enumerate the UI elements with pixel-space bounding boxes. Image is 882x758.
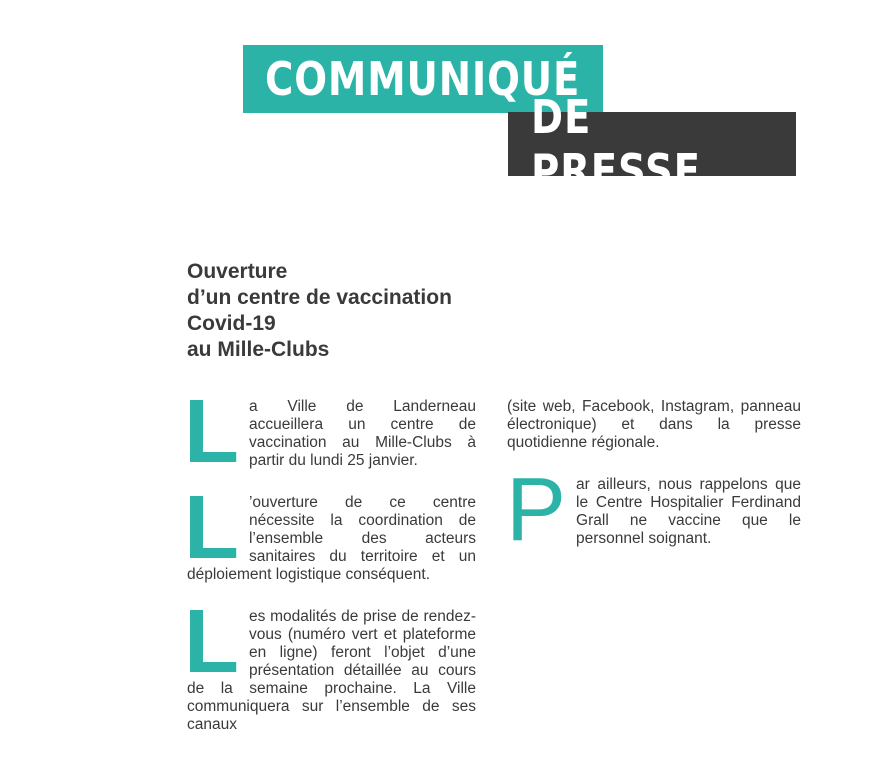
body-column-left	[184, 382, 476, 758]
paragraph-4	[506, 460, 801, 560]
drop-cap: L	[184, 592, 239, 692]
body-column-right	[507, 398, 801, 572]
paragraph-text: a Ville de Landerneau accueillera un centre de vaccination au Mille-Clubs à partir du lundi 25 janvier.	[248, 398, 476, 469]
paragraph-2	[184, 478, 476, 584]
headline-line-3: Covid-19	[187, 312, 276, 335]
banner-de-presse	[508, 90, 796, 198]
paragraph-1	[184, 382, 476, 482]
drop-cap: L	[184, 478, 239, 578]
headline	[187, 259, 452, 363]
headline-line-1: Ouverture	[187, 260, 288, 283]
headline-line-2: d’un centre de vaccination	[187, 286, 452, 309]
banner-communique-text: COMMUNIQUÉ	[265, 52, 581, 106]
banner-de-presse-text: DE PRESSE	[531, 90, 701, 198]
headline-line-4: au Mille-Clubs	[187, 338, 330, 361]
paragraph-text: es modalités de prise de rendez-vous (numéro vert et plateforme en ligne) feront l’objet d’une présentation détaillée au cours de la semaine prochaine. La Ville communiquera sur l’ensemble de ses canaux	[187, 608, 476, 733]
paragraph-text: ’ouverture de ce centre nécessite la coordination de l’ensemble des acteurs sanitaires du territoire et un déploiement logistique conséquent.	[187, 494, 476, 583]
paragraph-text: (site web, Facebook, Instagram, panneau électronique) et dans la presse quotidienne régionale.	[507, 398, 801, 451]
drop-cap: L	[184, 382, 239, 482]
paragraph-text: ar ailleurs, nous rappelons que le Centre Hospitalier Ferdinand Grall ne vaccine que le personnel soignant.	[576, 476, 801, 547]
drop-cap: P	[506, 460, 567, 560]
paragraph-3	[184, 592, 476, 734]
paragraph-3-continued	[507, 398, 801, 452]
